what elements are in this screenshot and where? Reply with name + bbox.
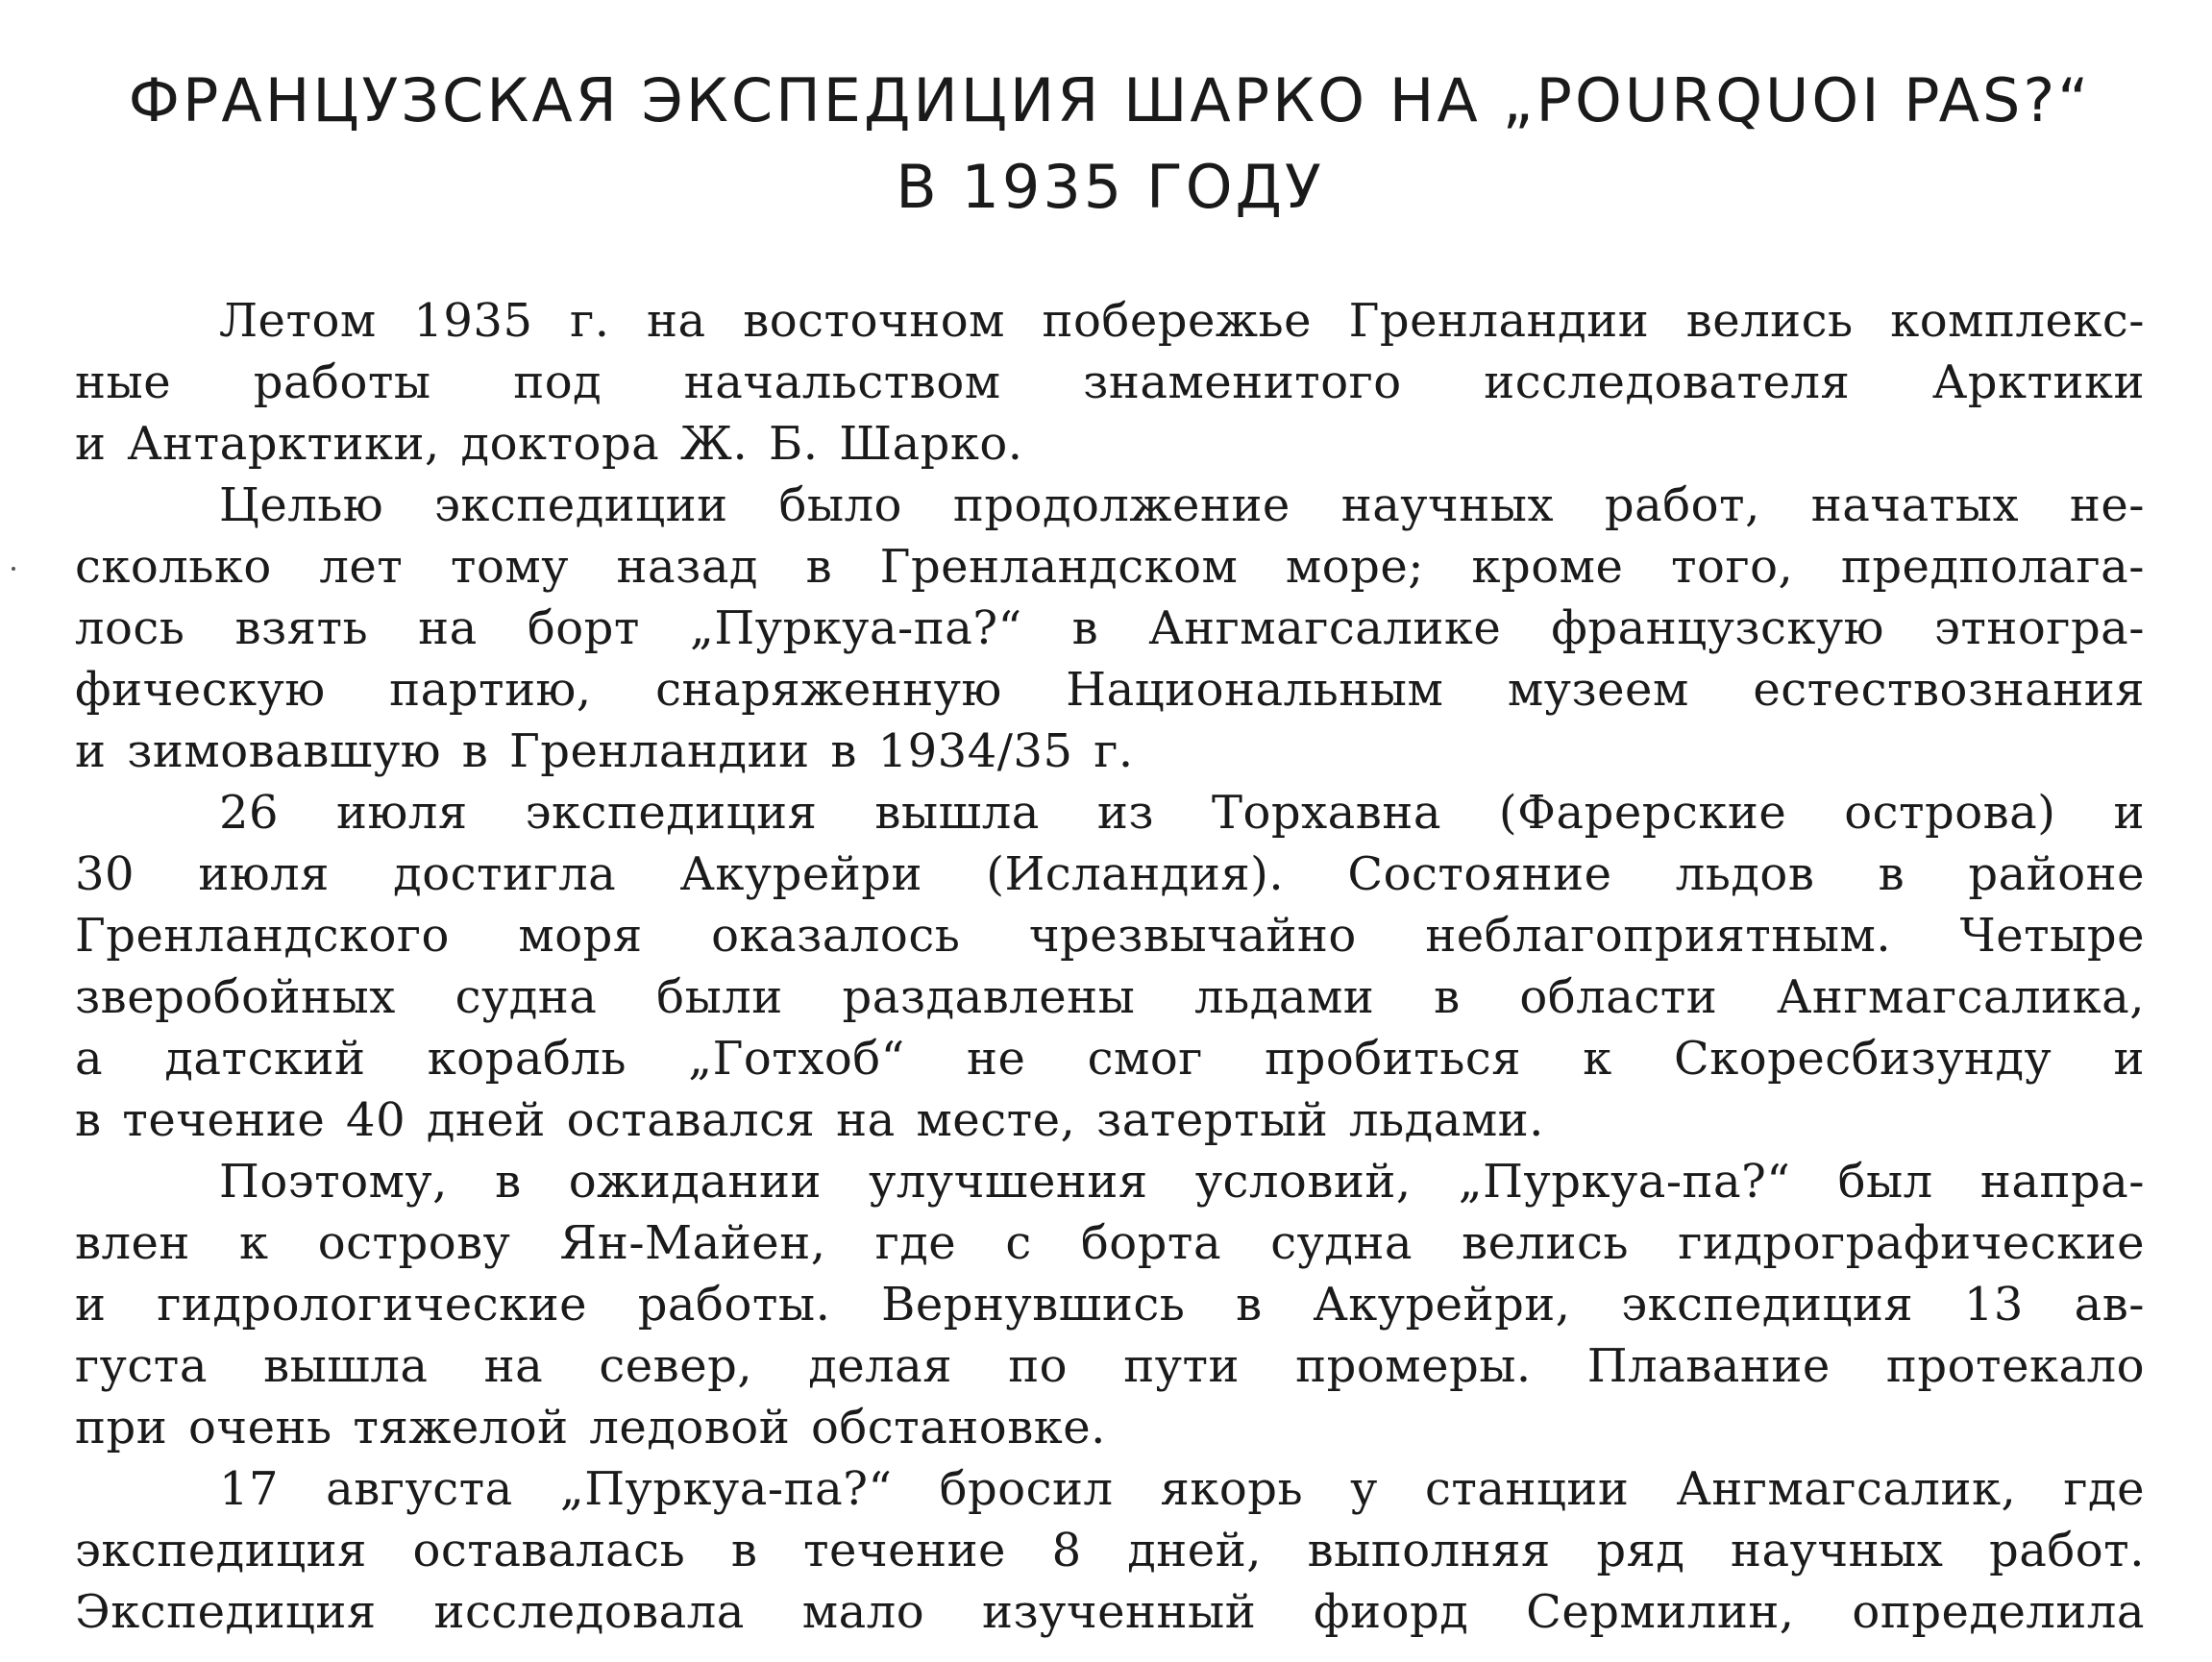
paragraph-line: Гренландского моря оказалось чрезвычайно неблагоприятным. Четыре (75, 909, 2145, 963)
paragraph-line: лось взять на борт „Пуркуа-па?“ в Ангмагсалике французскую этногра- (75, 601, 2145, 655)
paragraph-3 (75, 782, 2145, 1151)
title-line-1: ФРАНЦУЗСКАЯ ЭКСПЕДИЦИЯ ШАРКО НА „POURQUOI PAS?“ (128, 65, 2092, 135)
title-line-2: В 1935 ГОДУ (896, 152, 1324, 222)
paragraph-line: сколько лет тому назад в Гренландском море; кроме того, предполага- (75, 540, 2145, 594)
paragraph-line: фическую партию, снаряженную Национальным музеем естествознания (75, 663, 2145, 717)
paragraph-line: зверобойных судна были раздавлены льдами в области Ангмагсалика, (75, 970, 2145, 1024)
paragraph-line: и Антарктики, доктора Ж. Б. Шарко. (75, 417, 1023, 471)
paragraph-1 (75, 290, 2145, 475)
paragraph-line: при очень тяжелой ледовой обстановке. (75, 1401, 1106, 1454)
paragraph-line: влен к острову Ян-Майен, где с борта судна велись гидрографические (75, 1216, 2145, 1270)
paragraph-line: и гидрологические работы. Вернувшись в Акурейри, экспедиция 13 ав- (75, 1278, 2145, 1332)
paragraph-line: экспедиция оставалась в течение 8 дней, выполняя ряд научных работ. (75, 1524, 2145, 1577)
paragraph-line: 30 июля достигла Акурейри (Исландия). Состояние льдов в районе (75, 847, 2145, 901)
paragraph-line: 26 июля экспедиция вышла из Торхавна (Фарерские острова) и (219, 786, 2145, 840)
paragraph-line: ные работы под начальством знаменитого исследователя Арктики (75, 355, 2145, 409)
paragraph-2 (75, 475, 2145, 782)
paragraph-line: Экспедиция исследовала мало изученный фиорд Сермилин, определила (75, 1585, 2145, 1639)
paragraph-line: 17 августа „Пуркуа-па?“ бросил якорь у станции Ангмагсалик, где (219, 1462, 2145, 1516)
article-body (75, 290, 2145, 1643)
paragraph-5 (75, 1458, 2145, 1643)
margin-speck (12, 567, 15, 571)
paragraph-line: а датский корабль „Готхоб“ не смог пробиться к Скоресбизунду и (75, 1032, 2145, 1086)
paragraph-line: Поэтому, в ожидании улучшения условий, „Пуркуа-па?“ был напра- (219, 1155, 2145, 1209)
paragraph-4 (75, 1151, 2145, 1458)
paragraph-line: в течение 40 дней оставался на месте, затертый льдами. (75, 1093, 1544, 1147)
paragraph-line: Целью экспедиции было продолжение научных работ, начатых не- (219, 478, 2145, 532)
paragraph-line: густа вышла на север, делая по пути промеры. Плавание протекало (75, 1339, 2145, 1393)
article-title (75, 58, 2145, 231)
paragraph-line: и зимовавшую в Гренландии в 1934/35 г. (75, 724, 1134, 778)
paragraph-line: Летом 1935 г. на восточном побережье Гренландии велись комплекс- (219, 294, 2145, 348)
